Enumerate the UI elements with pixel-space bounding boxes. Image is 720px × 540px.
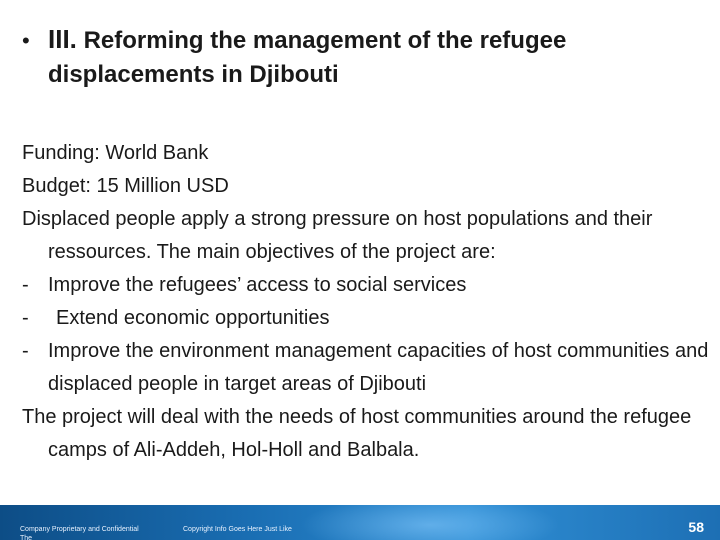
footer-confidential-cont: The [20,535,33,540]
title-line-2: displacements in Djibouti [48,61,339,88]
intro-paragraph: Displaced people apply a strong pressure on host populations and their ressources. The main objectives of the project are: [22,208,653,263]
slide-title [22,22,702,92]
objective-item [22,335,712,401]
dash-marker: - [22,340,29,362]
funding-line: Funding: World Bank [22,142,209,164]
footer-glow [300,505,560,540]
footer-confidential-label: Company Proprietary and Confidential [20,526,139,533]
objective-text: Improve the environment management capacities of host communities and displaced people in target areas of Djibouti [48,340,709,395]
slide-body [22,137,712,467]
page-number: 58 [688,519,704,535]
footer-bar [0,505,720,540]
objective-text: Improve the refugees’ access to social services [48,274,467,296]
title-bullet: • [22,28,30,53]
footer-confidential-text [20,525,170,540]
dash-marker: - [22,307,29,329]
objective-item [22,302,712,335]
title-section-number: III. [48,24,77,54]
budget-line: Budget: 15 Million USD [22,175,229,197]
dash-marker: - [22,274,29,296]
objective-text: Extend economic opportunities [56,307,330,329]
title-line-1: Reforming the management of the refugee [83,27,567,54]
objective-item [22,269,712,302]
footer-copyright-text: Copyright Info Goes Here Just Like [183,526,292,533]
closing-paragraph: The project will deal with the needs of host communities around the refugee camps of Ali-Addeh, Hol-Holl and Balbala. [22,406,692,461]
